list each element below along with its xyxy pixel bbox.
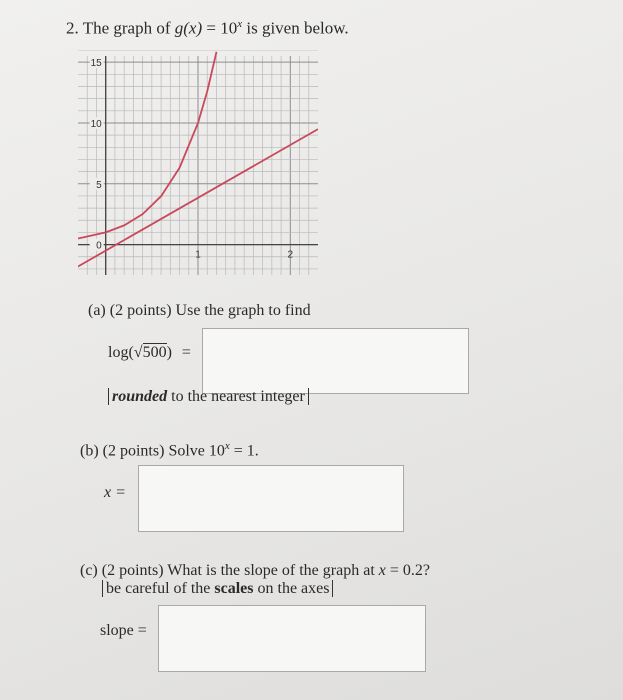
equation-base: 10 xyxy=(208,442,225,460)
part-a-label: (a) xyxy=(88,302,106,319)
y-tick-label: 0 xyxy=(96,240,102,252)
part-b-answer-box[interactable] xyxy=(138,465,404,532)
equation-rest: = 1. xyxy=(233,442,259,460)
y-tick-label: 5 xyxy=(96,179,102,191)
note-scales: scales xyxy=(214,580,254,597)
sqrt-symbol: √ xyxy=(133,344,143,361)
part-a-points: (2 points) xyxy=(109,302,172,319)
radicand: 500 xyxy=(142,344,167,361)
part-c-points: (2 points) xyxy=(101,562,164,579)
equals-sign: = xyxy=(181,344,191,361)
part-b-points: (2 points) xyxy=(102,442,165,460)
part-c-answer-box[interactable] xyxy=(158,605,426,672)
problem-title xyxy=(66,18,349,39)
y-tick-label: 10 xyxy=(90,118,102,130)
x-tick-label: 2 xyxy=(287,249,294,261)
note-rest: to the nearest integer xyxy=(171,388,305,405)
problem-tail: is given below. xyxy=(246,18,349,38)
problem-number: 2. xyxy=(66,18,79,38)
y-tick-label: 15 xyxy=(90,58,102,70)
note-rounded: rounded xyxy=(112,388,168,405)
part-c-text: What is the slope of the graph at xyxy=(167,562,375,579)
exponential-graph xyxy=(78,50,318,275)
part-a-expression xyxy=(108,344,191,362)
log-prefix: log( xyxy=(108,344,134,361)
function-base: = 10 xyxy=(206,18,238,38)
part-b-label: (b) xyxy=(80,442,99,460)
part-a-answer-box[interactable] xyxy=(202,328,469,394)
note-a: be careful of the xyxy=(106,580,211,597)
x-tick-label: 1 xyxy=(195,249,201,261)
part-b-text: Solve xyxy=(168,442,205,460)
problem-intro: The graph of xyxy=(82,18,171,38)
part-a-question xyxy=(88,302,311,320)
part-b-question xyxy=(80,440,259,460)
part-a-note xyxy=(108,388,309,406)
function-name: g(x) xyxy=(174,18,203,38)
part-c-answer-label: slope = xyxy=(100,622,147,639)
part-c-label: (c) xyxy=(80,562,98,579)
part-a-text: Use the graph to find xyxy=(175,302,311,319)
exponential-curve xyxy=(78,52,217,239)
part-c-question xyxy=(80,562,430,580)
at-value: = 0.2? xyxy=(389,562,430,579)
equation-exponent: x xyxy=(224,440,230,452)
part-b-answer-label: x = xyxy=(104,484,126,501)
log-suffix: ) xyxy=(166,344,172,361)
note-b: on the axes xyxy=(257,580,330,597)
part-c-note xyxy=(102,580,333,598)
at-variable: x xyxy=(378,562,386,579)
function-exponent: x xyxy=(237,18,243,30)
